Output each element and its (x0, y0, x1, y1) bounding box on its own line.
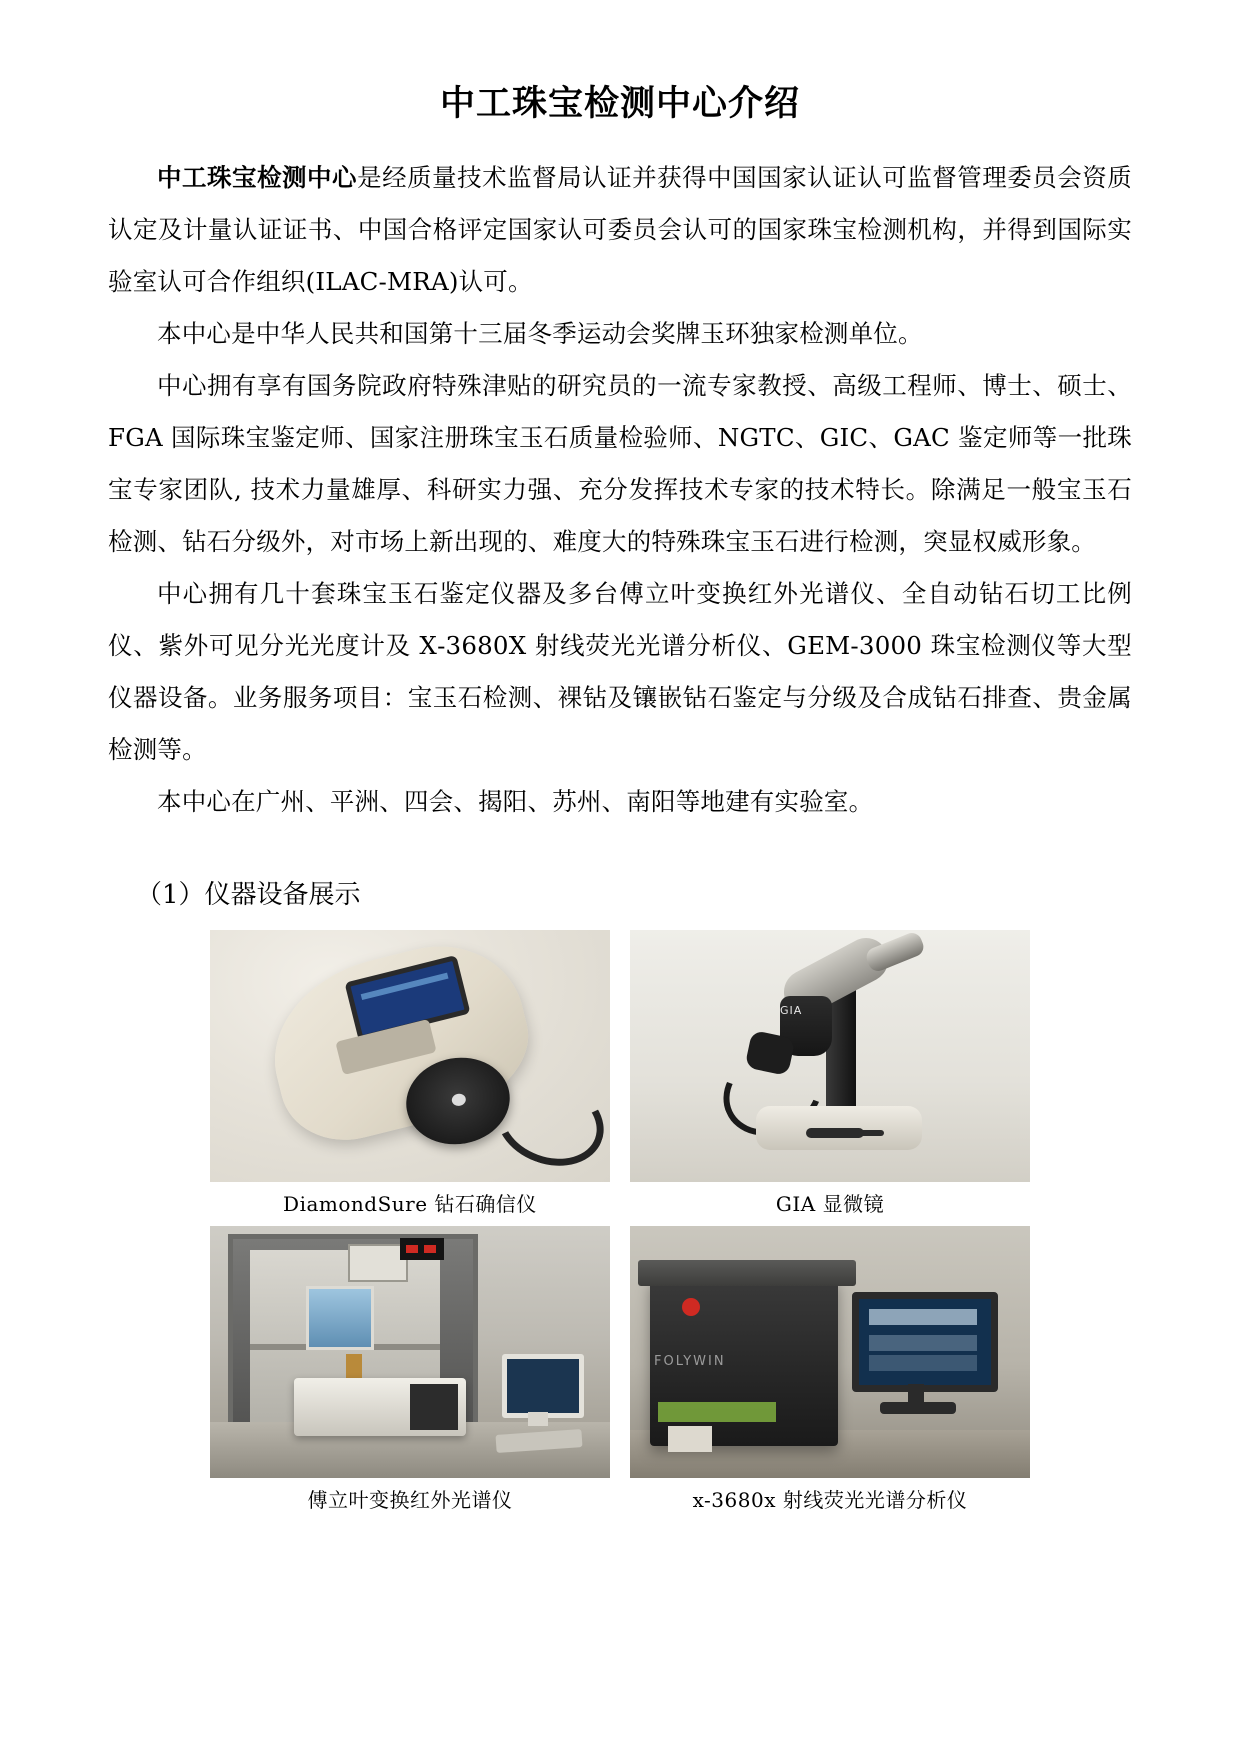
gia-microscope-photo (630, 930, 1030, 1182)
page-title: 中工珠宝检测中心介绍 (439, 84, 800, 124)
paragraph-5: 本中心在广州、平洲、四会、揭阳、苏州、南阳等地建有实验室。 (157, 787, 874, 816)
xrf-panel-shape (668, 1426, 712, 1452)
ftir-unit-shape (294, 1378, 466, 1436)
blue-instrument-shape (306, 1286, 374, 1350)
paragraph-1-text: 是经质量技术监督局认证并获得中国国家认证认可监督管理委员会资质认定及计量认证证书、中国合格评定国家认可委员会认可的国家珠宝检测机构，并得到国际实验室认可合作组织(ILAC-MRA)认可。 (108, 163, 1132, 296)
gallery-item-xrf (630, 1226, 1030, 1522)
paragraph-1 (108, 152, 1132, 308)
gallery-caption: 傅立叶变换红外光谱仪 (307, 1488, 513, 1512)
monitor-neck-shape (908, 1384, 924, 1404)
power-button-shape (682, 1298, 700, 1316)
paragraph-3: 中心拥有享有国务院政府特殊津贴的研究员的一流专家教授、高级工程师、博士、硕士、FGA 国际珠宝鉴定师、国家注册珠宝玉石质量检验师、NGTC、GIC、GAC 鉴定师等一批珠宝专家团队, 技术力量雄厚、科研实力强、充分发挥技术专家的技术特长。除满足一般宝玉石检测、钻石分级外，对市场上新出现的、难度大的特殊珠宝玉石进行检测，突显权威形象。 (108, 371, 1132, 556)
digital-display-shape (400, 1238, 444, 1260)
diamondsure-device-photo (210, 930, 610, 1182)
gallery-caption: GIA 显微镜 (775, 1192, 885, 1216)
computer-monitor-shape (502, 1354, 584, 1418)
gallery-item-gia-microscope (630, 930, 1030, 1226)
paragraph-2: 本中心是中华人民共和国第十三届冬季运动会奖牌玉环独家检测单位。 (157, 319, 923, 348)
paragraph-1-lead: 中工珠宝检测中心 (157, 163, 358, 192)
ftir-spectrometer-photo (210, 1226, 610, 1478)
gallery-item-diamondsure (210, 930, 610, 1226)
xrf-spectrometer-photo (630, 1226, 1030, 1478)
paragraph-4: 中心拥有几十套珠宝玉石鉴定仪器及多台傅立叶变换红外光谱仪、全自动钻石切工比例仪、紫外可见分光光度计及 X‑3680X 射线荧光光谱分析仪、GEM-3000 珠宝检测仪等大型仪器设备。业务服务项目：宝玉石检测、裸钻及镶嵌钻石鉴定与分级及合成钻石排查、贵金属检测等。 (108, 579, 1132, 764)
gallery-item-ftir (210, 1226, 610, 1522)
section-heading-equipment: （1）仪器设备展示 (136, 880, 361, 910)
green-strip-shape (658, 1402, 776, 1422)
monitor-base-shape (880, 1402, 956, 1414)
gallery-caption: x-3680x 射线荧光光谱分析仪 (692, 1488, 968, 1512)
gallery-caption: DiamondSure 钻石确信仪 (283, 1192, 537, 1216)
equipment-gallery (210, 930, 1030, 1522)
monitor-stand-shape (528, 1412, 548, 1426)
gallery-row-1 (210, 930, 1030, 1226)
xrf-brand-label: FOLYWIN (654, 1354, 726, 1369)
computer-monitor-shape (852, 1292, 998, 1392)
top-instrument-shape (348, 1244, 408, 1282)
xrf-unit-top-shape (638, 1260, 856, 1286)
microscope-stage-shape (756, 1106, 922, 1150)
microscope-eyepiece-shape (864, 930, 927, 974)
gallery-row-2 (210, 1226, 1030, 1522)
gia-brand-label: GIA (780, 1004, 803, 1017)
